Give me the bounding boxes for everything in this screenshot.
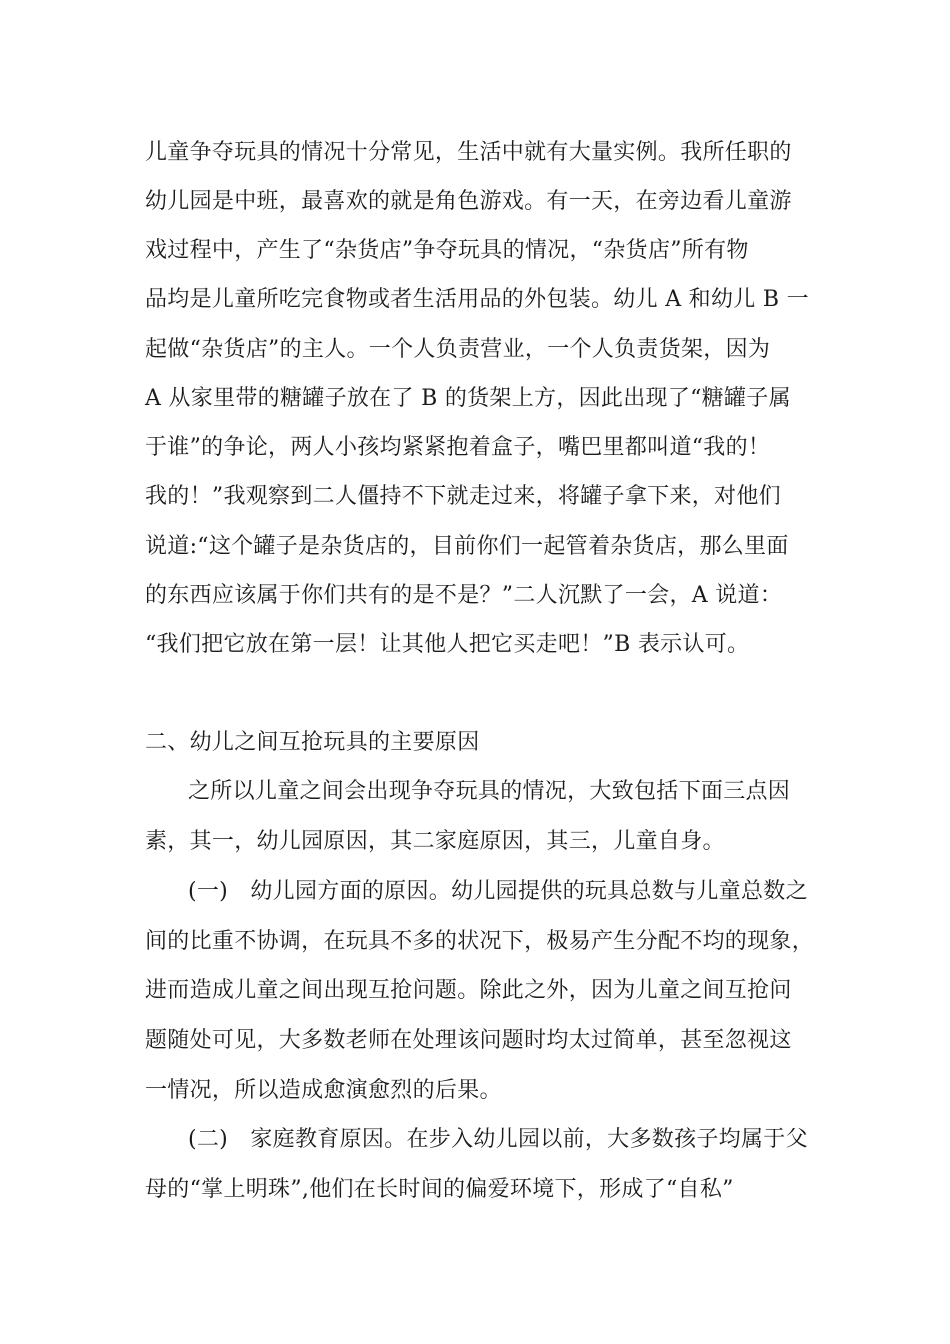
text-line: 说道:“这个罐子是杂货店的，目前你们一起管着杂货店，那么里面 xyxy=(145,534,789,559)
text-line: A 从家里带的糖罐子放在了 B 的货架上方，因此出现了“糖罐子属 xyxy=(145,386,791,411)
text-line: (二) 家庭教育原因。在步入幼儿园以前，大多数孩子均属于父 xyxy=(188,1127,808,1152)
text-line: 起做“杂货店”的主人。一个人负责营业，一个人负责货架，因为 xyxy=(145,337,771,362)
text-line: 题随处可见，大多数老师在处理该问题时均太过简单，甚至忽视这 xyxy=(145,1028,792,1053)
text-line: 儿童争夺玩具的情况十分常见，生活中就有大量实例。我所任职的 xyxy=(145,140,792,165)
text-line: 一情况，所以造成愈演愈烈的后果。 xyxy=(145,1078,502,1103)
text-line: 的东西应该属于你们共有的是不是？”二人沉默了一会，A 说道： xyxy=(145,583,783,608)
text-line: 幼儿园是中班，最喜欢的就是角色游戏。有一天，在旁边看儿童游 xyxy=(145,189,792,214)
text-line: 母的“掌上明珠”,他们在长时间的偏爱环境下，形成了“自私” xyxy=(145,1177,734,1202)
text-line: 进而造成儿童之间出现互抢问题。除此之外，因为儿童之间互抢问 xyxy=(145,978,792,1003)
text-line: 间的比重不协调，在玩具不多的状况下，极易产生分配不均的现象， xyxy=(145,929,815,954)
section-heading: 二、幼儿之间互抢玩具的主要原因 xyxy=(145,730,480,755)
text-line: (一) 幼儿园方面的原因。幼儿园提供的玩具总数与儿童总数之 xyxy=(188,879,808,904)
text-line: 我的！”我观察到二人僵持不下就走过来，将罐子拿下来，对他们 xyxy=(145,484,781,509)
text-line: 之所以儿童之间会出现争夺玩具的情况，大致包括下面三点因 xyxy=(188,779,791,804)
text-line: 品均是儿童所吃完食物或者生活用品的外包装。幼儿 A 和幼儿 B 一 xyxy=(145,287,809,312)
text-line: 素，其一，幼儿园原因，其二家庭原因，其三，儿童自身。 xyxy=(145,829,725,854)
text-line: 戏过程中，产生了“杂货店”争夺玩具的情况，“杂货店”所有物 xyxy=(145,238,749,263)
text-line: 于谁”的争论，两人小孩均紧紧抱着盒子，嘴巴里都叫道“我的！ xyxy=(145,435,771,460)
text-line: “我们把它放在第一层！让其他人把它买走吧！”B 表示认可。 xyxy=(145,632,750,657)
